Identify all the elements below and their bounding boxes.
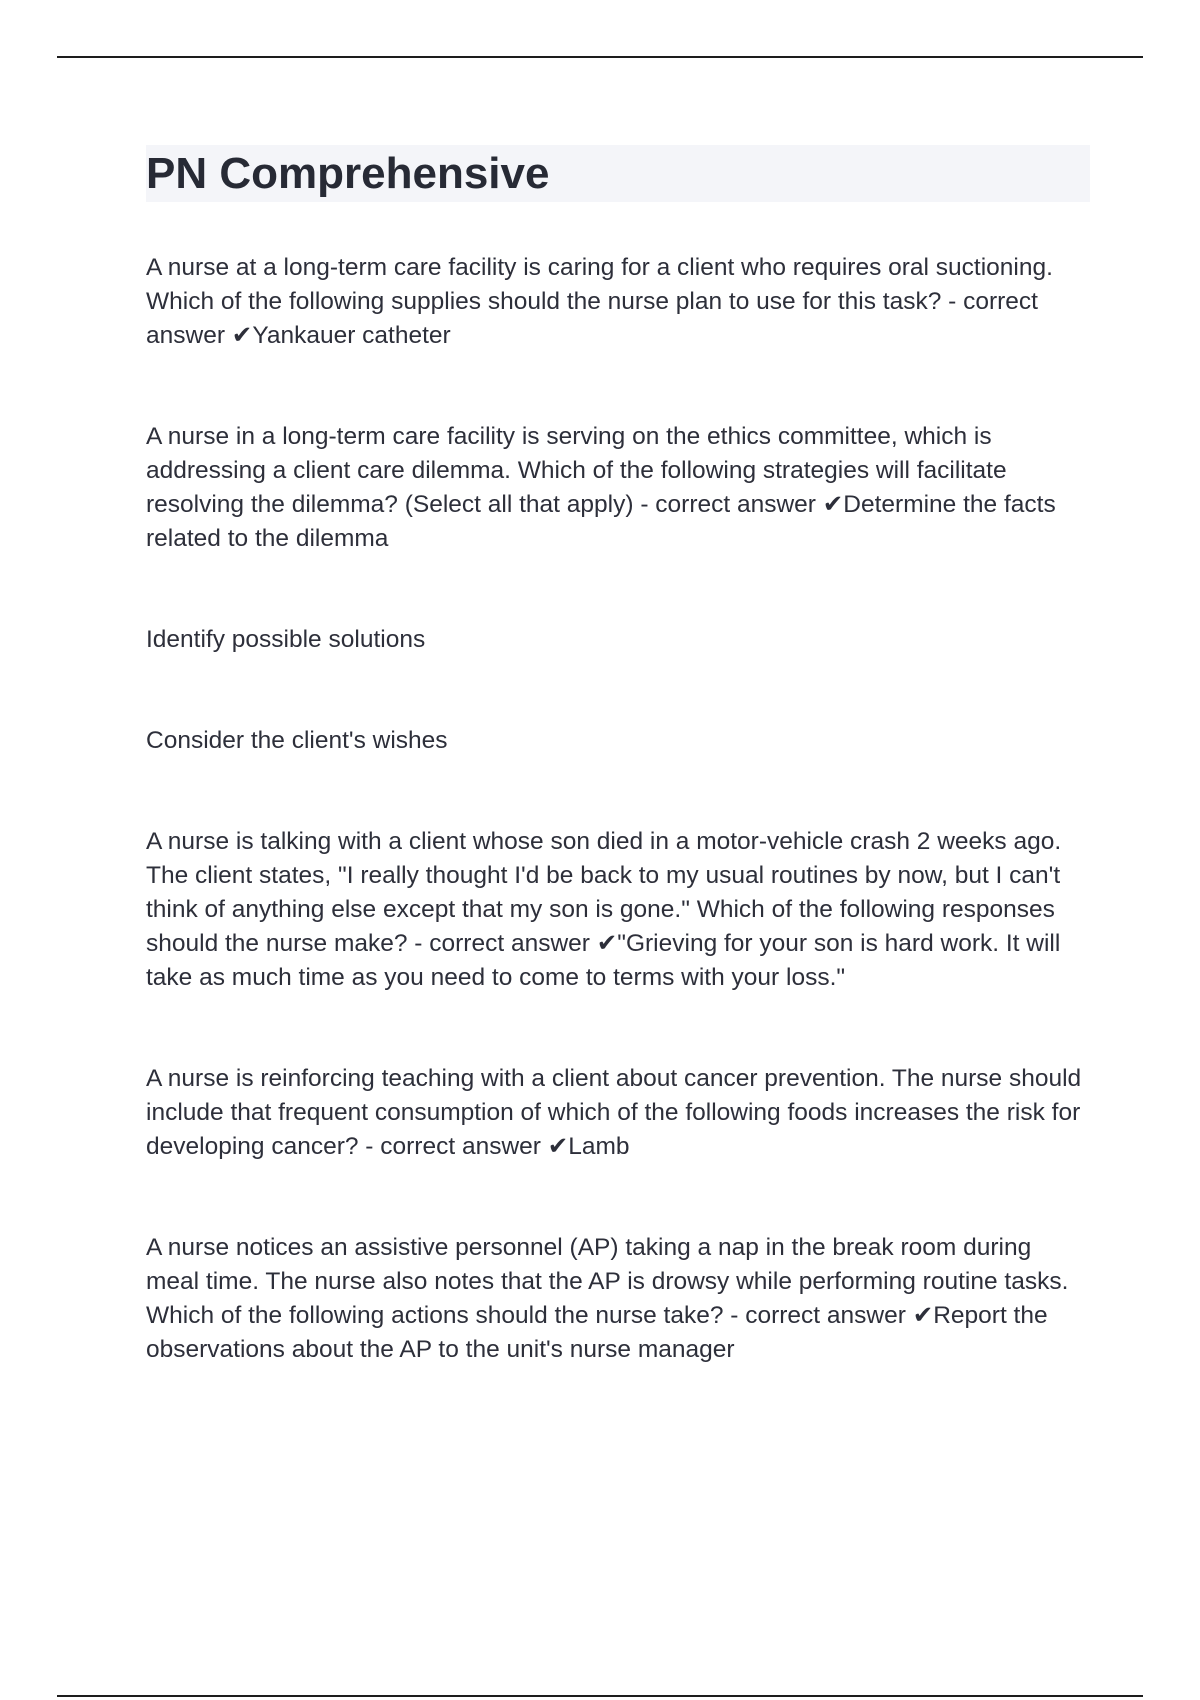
top-rule bbox=[57, 56, 1143, 58]
question-grief: A nurse is talking with a client whose son died in a motor-vehicle crash 2 weeks ago. The client states, "I really thought I'd be back to my usual routines by now, but I can't think of anything else except that my son is gone." Which of the following responses should the nurse make? - correct answer ✔"Grieving for your son is hard work. It will take as much time as you need to come to terms with your loss." bbox=[146, 828, 1062, 991]
page-title: PN Comprehensive bbox=[146, 149, 550, 198]
question-cancer: A nurse is reinforcing teaching with a client about cancer prevention. The nurse should include that frequent consumption of which of the following foods increases the risk for developing cancer? - correct answer ✔Lamb bbox=[146, 1065, 1082, 1160]
answer-line: Identify possible solutions bbox=[146, 626, 426, 653]
bottom-rule bbox=[57, 1695, 1143, 1697]
question-ethics: A nurse in a long-term care facility is serving on the ethics committee, which is addressing a client care dilemma. Which of the following strategies will facilitate resolving the dilemma? (Select all that apply) - correct answer ✔Determine the facts related to the dilemma bbox=[146, 423, 1056, 552]
title-banner bbox=[146, 145, 1090, 202]
answer-line: Consider the client's wishes bbox=[146, 727, 448, 754]
question-yankauer: A nurse at a long-term care facility is caring for a client who requires oral suctioning. Which of the following supplies should the nurse plan to use for this task? - correct answer ✔Yankauer catheter bbox=[146, 254, 1053, 349]
question-ap: A nurse notices an assistive personnel (AP) taking a nap in the break room during meal time. The nurse also notes that the AP is drowsy while performing routine tasks. Which of the following actions should the nurse take? - correct answer ✔Report the observations about the AP to the unit's nurse manager bbox=[146, 1234, 1069, 1363]
page-content bbox=[146, 145, 1090, 1367]
